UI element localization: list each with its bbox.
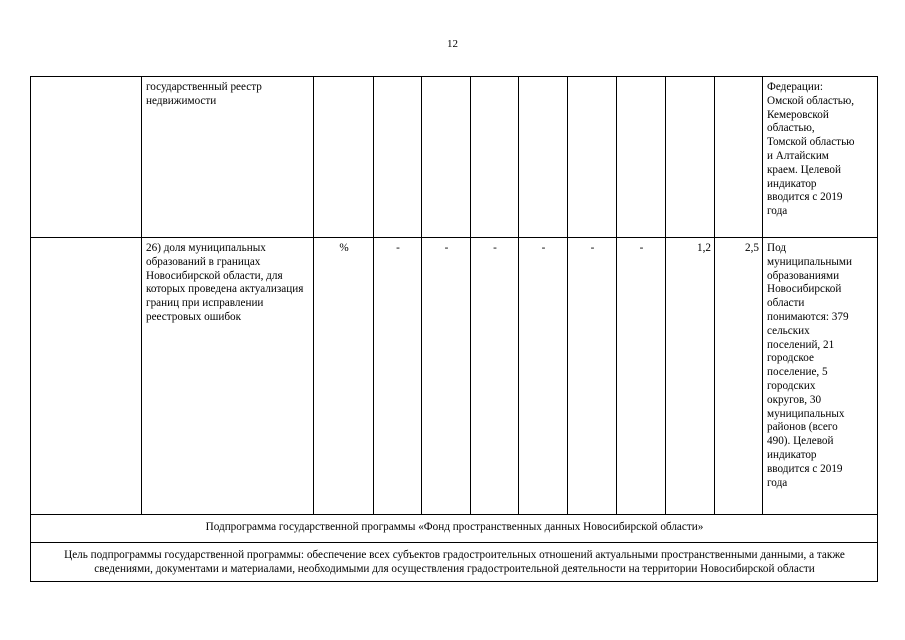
subprogram-goal-row bbox=[31, 542, 878, 582]
value-cell: 1,2 bbox=[666, 238, 715, 515]
table-row bbox=[31, 77, 878, 238]
note-cell: Федерации: Омской областью, Кемеровской областью, Томской областью и Алтайским краем. Целевой индикатор вводится с 2019 года bbox=[763, 77, 878, 238]
value-cell bbox=[715, 77, 763, 238]
value-cell: - bbox=[471, 238, 519, 515]
subprogram-title: Подпрограмма государственной программы «Фонд пространственных данных Новосибирской области» bbox=[31, 515, 878, 543]
value-cell bbox=[666, 77, 715, 238]
value-cell bbox=[471, 77, 519, 238]
empty-cell bbox=[31, 77, 142, 238]
value-cell: - bbox=[374, 238, 422, 515]
subprogram-goal: Цель подпрограммы государственной программы: обеспечение всех субъектов градостроительных отношений актуальными пространственными данными, а также сведениями, документами и материалами, необходимыми для осуществления градостроительной деятельности на территории Новосибирской области bbox=[31, 542, 878, 582]
value-cell bbox=[519, 77, 568, 238]
value-cell: - bbox=[568, 238, 617, 515]
value-cell: - bbox=[422, 238, 471, 515]
value-cell bbox=[568, 77, 617, 238]
unit-cell bbox=[314, 77, 374, 238]
value-cell bbox=[617, 77, 666, 238]
page-number: 12 bbox=[447, 38, 458, 50]
value-cell bbox=[422, 77, 471, 238]
note-cell: Под муниципальными образованиями Новосибирской области понимаются: 379 сельских поселений, 21 городское поселение, 5 городских округов, 30 муниципальных районов (всего 490). Целевой индикатор вводится с 2019 года bbox=[763, 238, 878, 515]
value-cell: - bbox=[519, 238, 568, 515]
indicator-cell: государственный реестр недвижимости bbox=[142, 77, 314, 238]
table-row bbox=[31, 238, 878, 515]
subprogram-title-row bbox=[31, 515, 878, 543]
value-cell: 2,5 bbox=[715, 238, 763, 515]
unit-cell: % bbox=[314, 238, 374, 515]
indicator-table bbox=[30, 76, 878, 582]
indicator-cell: 26) доля муниципальных образований в границах Новосибирской области, для которых проведена актуализация границ при исправлении реестровых ошибок bbox=[142, 238, 314, 515]
empty-cell bbox=[31, 238, 142, 515]
value-cell bbox=[374, 77, 422, 238]
value-cell: - bbox=[617, 238, 666, 515]
